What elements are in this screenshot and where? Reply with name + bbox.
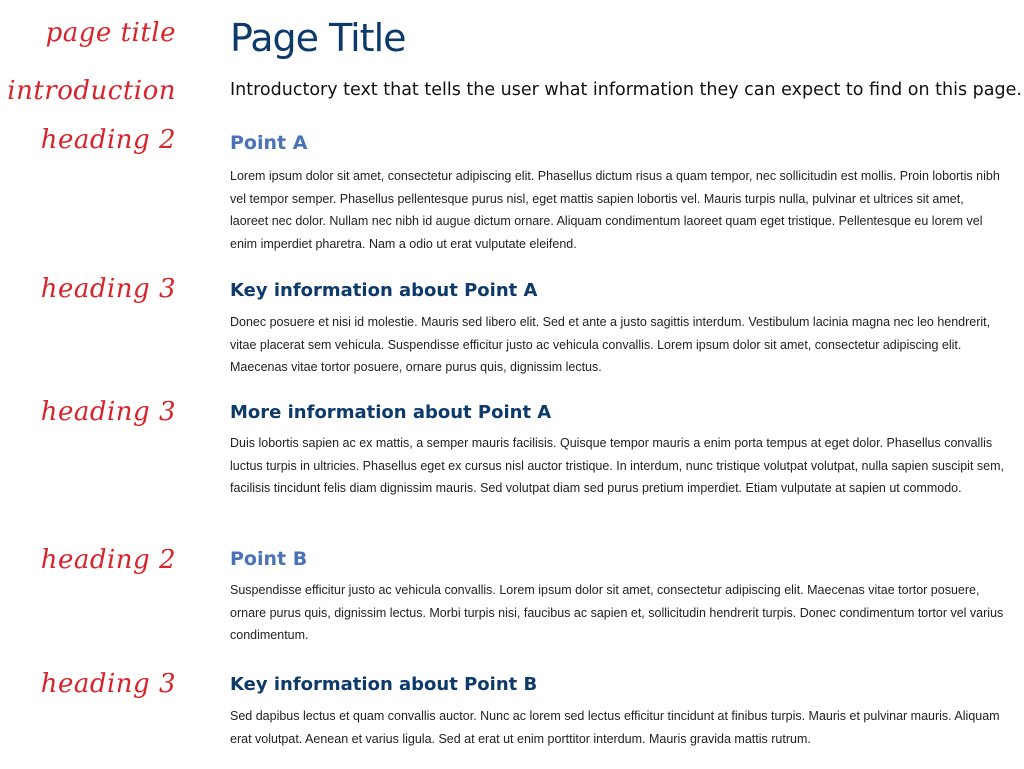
- annotation-heading-2: heading 2: [40, 125, 176, 155]
- page-title: Page Title: [230, 16, 406, 60]
- annotation-heading-2: heading 2: [40, 545, 176, 575]
- annotation-heading-3: heading 3: [40, 397, 176, 427]
- annotation-introduction: introduction: [7, 76, 176, 106]
- heading-key-information-point-b: Key information about Point B: [230, 674, 538, 695]
- paragraph-more-information-point-a: Duis lobortis sapien ac ex mattis, a semper mauris facilisis. Quisque tempor mauris a enim porta tempus at eget dolor. Phasellus convallis luctus turpis in ultricies. Phasellus eget ex cursus nisl auctor tristique. In interdum, nunc tristique volutpat volutpat, nulla sapien suscipit sem, facilisis tincidunt felis diam dignissim mauris. Sed volutpat diam sed purus pretium imperdiet. Etiam vulputate at sapien ut commodo.: [230, 436, 1004, 495]
- introduction-text: Introductory text that tells the user what information they can expect to find on this page.: [230, 80, 1022, 100]
- paragraph-key-information-point-a: Donec posuere et nisi id molestie. Mauris sed libero elit. Sed et ante a justo sagittis interdum. Vestibulum lacinia magna nec leo hendrerit, vitae placerat sem vehicula. Suspendisse efficitur justo ac vehicula convallis. Lorem ipsum dolor sit amet, consectetur adipiscing elit. Maecenas vitae tortor posuere, ornare purus quis, dignissim lectus.: [230, 315, 991, 374]
- annotation-heading-3: heading 3: [40, 669, 176, 699]
- heading-point-b: Point B: [230, 548, 308, 570]
- annotation-heading-3: heading 3: [40, 274, 176, 304]
- paragraph-point-a: Lorem ipsum dolor sit amet, consectetur adipiscing elit. Phasellus dictum risus a quam tempor, nec sollicitudin est mollis. Proin lobortis nibh vel tempor semper. Phasellus pellentesque purus nisl, eget mattis sapien lobortis vel. Mauris turpis nulla, pulvinar et ultrices sit amet, laoreet nec dolor. Nullam nec nibh id augue dictum ornare. Aliquam condimentum laoreet quam eget tristique. Pellentesque eu lorem vel enim imperdiet pharetra. Nam a odio ut erat vulputate eleifend.: [230, 169, 1000, 251]
- heading-point-a: Point A: [230, 132, 308, 154]
- paragraph-point-b: Suspendisse efficitur justo ac vehicula convallis. Lorem ipsum dolor sit amet, consectetur adipiscing elit. Maecenas vitae tortor posuere, ornare purus quis, dignissim lectus. Morbi turpis nisi, faucibus ac sapien et, sollicitudin hendrerit turpis. Donec condimentum tortor vel varius condimentum.: [230, 583, 1004, 642]
- paragraph-key-information-point-b: Sed dapibus lectus et quam convallis auctor. Nunc ac lorem sed lectus efficitur tincidunt at finibus turpis. Mauris et pulvinar mauris. Aliquam erat volutpat. Aenean et varius ligula. Sed at erat ut enim porttitor interdum. Mauris gravida mattis rutrum.: [230, 709, 1000, 746]
- heading-more-information-point-a: More information about Point A: [230, 402, 552, 423]
- heading-key-information-point-a: Key information about Point A: [230, 280, 538, 301]
- annotation-page-title: page title: [45, 18, 176, 48]
